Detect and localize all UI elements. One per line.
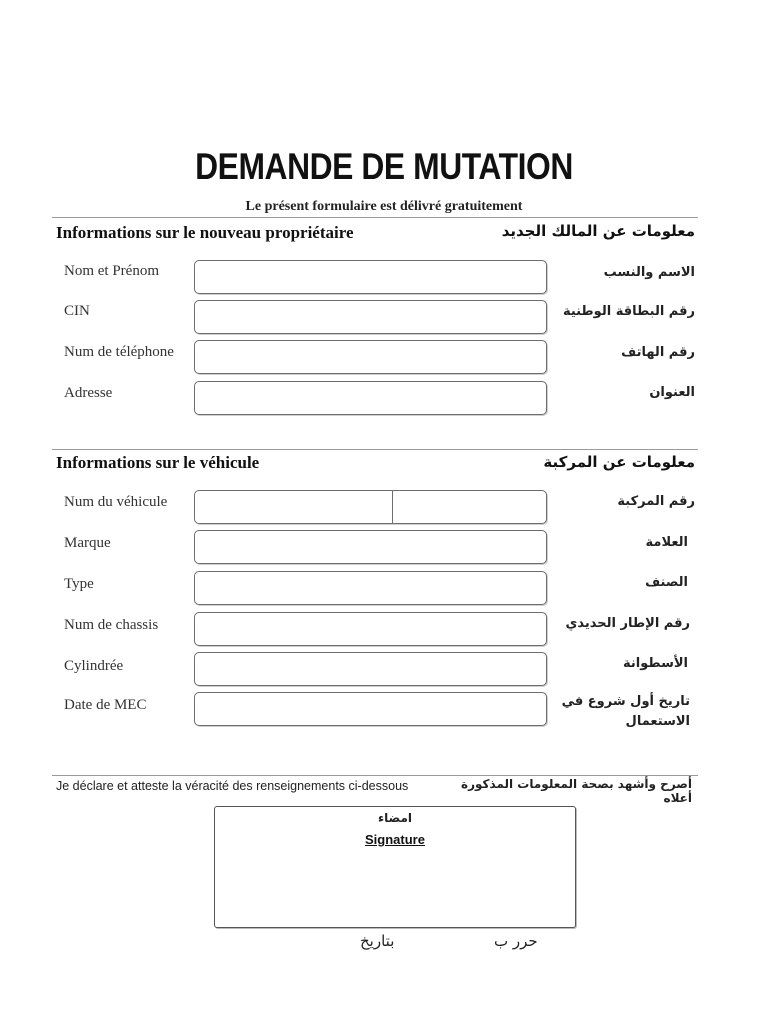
- label-chassis: Num de chassis: [64, 617, 159, 633]
- vehicle-number-suffix-input[interactable]: [393, 491, 547, 523]
- vehicle-section-title: Informations sur le véhicule: [56, 453, 260, 472]
- signature-label: Signature: [365, 832, 425, 847]
- signature-label-ar: امضاء: [377, 811, 412, 825]
- brand-input[interactable]: [194, 530, 547, 564]
- label-phone-ar: رقم الهاتف: [621, 345, 695, 360]
- label-address: Adresse: [64, 385, 113, 401]
- written-at-label-ar: حرر ب: [494, 932, 538, 950]
- owner-section-title: Informations sur le nouveau propriétaire: [56, 223, 354, 242]
- section-divider: [52, 217, 698, 218]
- label-displacement: Cylindrée: [64, 658, 124, 674]
- label-full-name-ar: الاسم والنسب: [603, 265, 695, 280]
- section-divider: [52, 775, 698, 776]
- label-vehicle-number-ar: رقم المركبة: [617, 494, 695, 509]
- cin-input[interactable]: [194, 300, 547, 334]
- vehicle-section-title-ar: معلومات عن المركبة: [543, 453, 695, 471]
- label-displacement-ar: الأسطوانة: [623, 656, 688, 671]
- section-divider: [52, 449, 698, 450]
- label-type-ar: الصنف: [645, 575, 688, 590]
- label-phone: Num de téléphone: [64, 344, 174, 360]
- declaration-text: Je déclare et atteste la véracité des renseignements ci-dessous: [56, 779, 409, 793]
- label-type: Type: [64, 576, 94, 592]
- label-cin-ar: رقم البطاقة الوطنية: [562, 304, 695, 319]
- label-first-registration-date: Date de MEC: [64, 697, 147, 713]
- phone-input[interactable]: [194, 340, 547, 374]
- label-address-ar: العنوان: [649, 385, 695, 400]
- vehicle-number-field: [194, 490, 547, 524]
- label-chassis-ar: رقم الإطار الحديدي: [565, 616, 690, 631]
- type-input[interactable]: [194, 571, 547, 605]
- owner-section-title-ar: معلومات عن المالك الجديد: [501, 222, 695, 240]
- label-brand: Marque: [64, 535, 111, 551]
- chassis-input[interactable]: [194, 612, 547, 646]
- form-title: DEMANDE DE MUTATION: [195, 146, 573, 187]
- vehicle-number-input[interactable]: [195, 491, 393, 523]
- displacement-input[interactable]: [194, 652, 547, 686]
- declaration-text-ar: أصرح وأشهد بصحة المعلومات المذكورة أعلاه: [461, 777, 692, 805]
- form-subtitle: Le présent formulaire est délivré gratuitement: [245, 199, 523, 214]
- date-label-ar: بتاريخ: [360, 932, 395, 950]
- address-input[interactable]: [194, 381, 547, 415]
- first-registration-date-input[interactable]: [194, 692, 547, 726]
- label-first-registration-date-ar: تاريخ أول شروع في الاستعمال: [561, 694, 690, 729]
- label-full-name: Nom et Prénom: [64, 263, 159, 279]
- label-vehicle-number: Num du véhicule: [64, 494, 168, 510]
- label-brand-ar: العلامة: [645, 535, 688, 550]
- full-name-input[interactable]: [194, 260, 547, 294]
- label-cin: CIN: [64, 303, 90, 319]
